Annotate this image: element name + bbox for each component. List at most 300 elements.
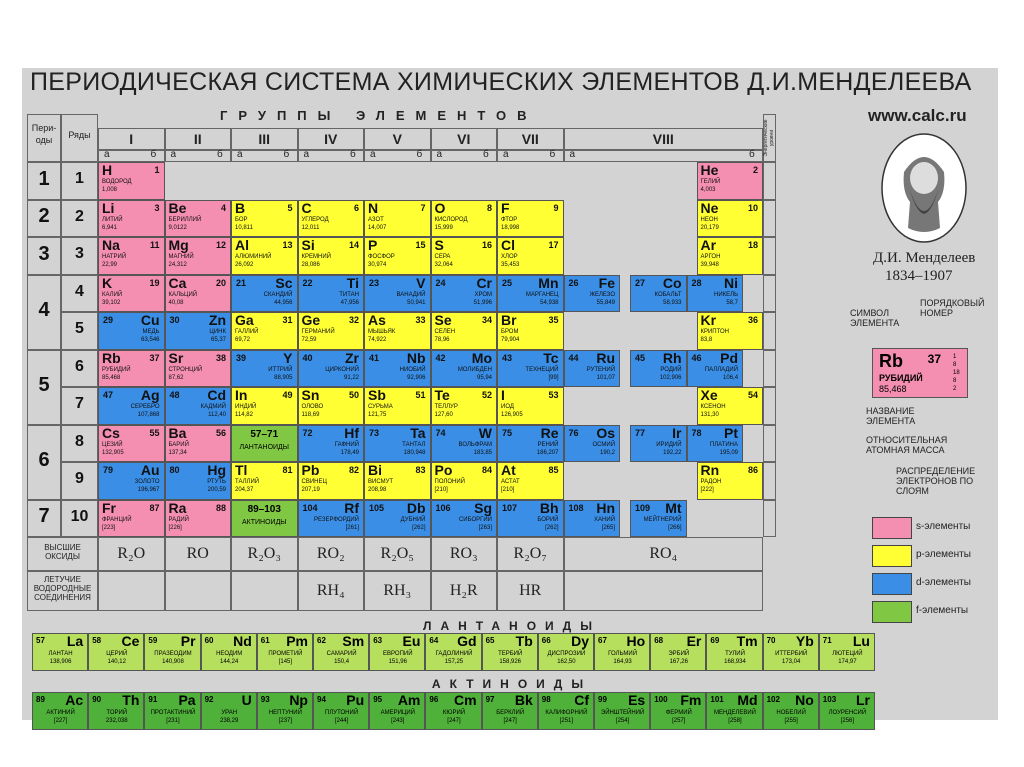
element-cell[interactable]: [697, 237, 764, 275]
element-number: 17: [548, 240, 559, 250]
lanthanide-cell[interactable]: [257, 633, 313, 671]
element-mass: [244]: [334, 718, 349, 724]
element-cell[interactable]: [98, 387, 165, 425]
element-cell[interactable]: [165, 275, 232, 313]
legend-swatch: [872, 545, 912, 567]
actinide-cell[interactable]: [369, 692, 425, 730]
element-symbol: Ag: [140, 387, 160, 403]
element-cell[interactable]: [630, 275, 687, 313]
oxide-formula: R₂O: [117, 545, 146, 562]
actinoid-cell[interactable]: [231, 500, 298, 538]
element-cell[interactable]: [298, 312, 365, 350]
element-cell[interactable]: [564, 425, 621, 463]
element-symbol: Xe: [700, 387, 718, 403]
actinide-cell[interactable]: [144, 692, 200, 730]
element-symbol: Ho: [626, 633, 646, 649]
element-cell[interactable]: [697, 387, 764, 425]
element-cell[interactable]: [98, 275, 165, 313]
group-label: IV: [324, 131, 338, 147]
element-mass: 26,092: [235, 262, 254, 268]
element-symbol: Fr: [102, 499, 116, 516]
element-name: ИОД: [501, 404, 514, 410]
element-mass: 144,24: [220, 659, 239, 665]
element-name: МОЛИБДЕН: [457, 366, 492, 373]
lanthanoid-cell[interactable]: [231, 425, 298, 463]
element-name: БЕРКЛИЙ: [496, 710, 525, 716]
element-cell[interactable]: [298, 462, 365, 500]
element-number: 91: [148, 695, 158, 704]
period-number: 6: [38, 449, 50, 471]
key-shells: 1 8 18 8 2: [953, 354, 960, 392]
element-number: 80: [169, 465, 180, 475]
element-cell[interactable]: [364, 387, 431, 425]
element-symbol: At: [501, 462, 516, 478]
element-cell[interactable]: [364, 237, 431, 275]
element-number: 41: [369, 352, 380, 363]
element-symbol: Dy: [571, 633, 589, 649]
element-mass: 44,956: [274, 299, 293, 306]
element-name: ЛИТИЙ: [102, 216, 123, 223]
element-number: 105: [369, 502, 385, 513]
element-number: 8: [486, 202, 492, 213]
subgroup-b: б: [150, 149, 157, 160]
lanthanide-cell[interactable]: [819, 633, 875, 671]
element-name: НИОБИЙ: [399, 366, 426, 373]
element-symbol: Sm: [342, 633, 365, 649]
element-number: 9: [553, 202, 559, 213]
element-name: ГАЛЛИЙ: [235, 329, 259, 335]
element-cell[interactable]: [165, 237, 232, 275]
element-symbol: Rb: [102, 349, 121, 366]
element-number: 100: [654, 695, 668, 704]
element-number: 23: [369, 277, 380, 288]
element-symbol: Po: [434, 462, 453, 478]
row-number: 9: [75, 470, 84, 487]
lanthanide-cell[interactable]: [706, 633, 762, 671]
element-mass: 164,93: [613, 659, 632, 665]
lanthanide-cell[interactable]: [313, 633, 369, 671]
element-number: 43: [502, 352, 513, 363]
element-cell[interactable]: [298, 275, 365, 313]
lanthanide-cell[interactable]: [425, 633, 481, 671]
element-symbol: Yb: [795, 633, 814, 649]
element-mass: [223]: [102, 524, 116, 531]
element-name: МАГНИЙ: [168, 254, 194, 260]
element-cell[interactable]: [431, 462, 498, 500]
site-link[interactable]: www.calc.ru: [868, 106, 967, 125]
element-name: КАЛИЙ: [102, 291, 123, 298]
lanthanide-cell[interactable]: [763, 633, 819, 671]
element-cell[interactable]: [364, 462, 431, 500]
element-name: ФРАНЦИЙ: [102, 516, 132, 523]
lanthanoid-range: 57–71: [250, 428, 279, 440]
element-number: 76: [568, 427, 579, 438]
row-number: 6: [75, 357, 84, 375]
element-cell[interactable]: [165, 200, 232, 238]
element-cell[interactable]: [298, 425, 365, 463]
element-cell[interactable]: [497, 275, 564, 313]
shell-cell: [763, 237, 776, 275]
element-name: НЕОН: [700, 216, 718, 223]
element-number: 92: [204, 695, 214, 704]
lanthanide-cell[interactable]: [88, 633, 144, 671]
element-cell[interactable]: [697, 200, 764, 238]
element-cell[interactable]: [697, 162, 764, 200]
element-symbol: Md: [737, 692, 758, 708]
hydride-formula: RH₄: [316, 582, 345, 599]
element-cell[interactable]: [231, 200, 298, 238]
actinide-cell[interactable]: [88, 692, 144, 730]
element-symbol: Tb: [515, 633, 533, 649]
hydride-cell: [231, 571, 298, 611]
hydride-formula: HR: [519, 582, 542, 599]
element-name: РАДОН: [700, 479, 722, 485]
element-mass: 92,906: [407, 374, 426, 381]
lanthanide-cell[interactable]: [482, 633, 538, 671]
element-name: СЕЛЕН: [434, 329, 456, 335]
element-cell[interactable]: [165, 350, 232, 388]
element-symbol: Tc: [543, 349, 559, 366]
element-number: 95: [373, 695, 383, 704]
element-mass: 69,72: [235, 337, 251, 343]
element-cell[interactable]: [364, 425, 431, 463]
element-cell[interactable]: [630, 425, 687, 463]
element-cell[interactable]: [98, 462, 165, 500]
lanthanides-title: ЛАНТАНОИДЫ: [423, 619, 601, 633]
element-symbol: K: [102, 274, 113, 291]
actinide-cell[interactable]: [425, 692, 481, 730]
element-name: ИНДИЙ: [235, 404, 257, 410]
actinide-cell[interactable]: [594, 692, 650, 730]
element-cell[interactable]: [431, 237, 498, 275]
element-mass: [247]: [447, 718, 461, 724]
element-name: РЕЗЕРФОРДИЙ: [314, 516, 359, 523]
element-symbol: Ga: [235, 312, 254, 328]
element-number: 50: [348, 390, 359, 400]
element-cell[interactable]: [165, 387, 232, 425]
element-cell[interactable]: [364, 312, 431, 350]
element-number: 15: [415, 240, 426, 250]
element-name: ЦЕЗИЙ: [102, 441, 123, 448]
oxides-label: ВЫСШИЕ ОКСИДЫ: [44, 543, 81, 561]
element-mass: 106,4: [723, 374, 739, 381]
element-name: ХЛОР: [501, 254, 518, 260]
element-mass: 74,922: [368, 337, 387, 343]
element-name: ФТОР: [501, 216, 518, 223]
element-cell[interactable]: [98, 500, 165, 538]
element-symbol: Es: [628, 692, 646, 708]
element-cell[interactable]: [497, 500, 564, 538]
element-cell[interactable]: [687, 425, 744, 463]
element-cell[interactable]: [364, 350, 431, 388]
element-name: ЦИНК: [209, 329, 226, 335]
element-mass: [210]: [434, 487, 448, 493]
subgroup-a: а: [104, 149, 110, 160]
element-number: 37: [149, 352, 160, 363]
element-name: ГАДОЛИНИЙ: [435, 651, 473, 657]
shell-cell: [763, 350, 776, 388]
element-cell[interactable]: [298, 350, 365, 388]
periods-label: Пери-оды: [31, 123, 57, 145]
subgroup-a: а: [569, 149, 576, 160]
element-symbol: Mg: [168, 237, 189, 253]
element-mass: [262]: [545, 524, 559, 531]
actinide-cell[interactable]: [313, 692, 369, 730]
element-mass: [227]: [53, 718, 68, 724]
element-number: 1: [154, 165, 160, 175]
element-number: 39: [236, 352, 247, 363]
element-number: 35: [548, 315, 559, 325]
element-cell[interactable]: [697, 462, 764, 500]
lanthanide-cell[interactable]: [594, 633, 650, 671]
subgroup-b: б: [483, 149, 489, 160]
element-symbol: Kr: [700, 312, 717, 328]
element-cell[interactable]: [564, 500, 621, 538]
element-name: ТЕЛЛУР: [434, 404, 458, 410]
element-number: 68: [654, 636, 664, 645]
element-cell[interactable]: [231, 462, 298, 500]
actinide-cell[interactable]: [650, 692, 706, 730]
element-name: САМАРИЙ: [326, 651, 357, 657]
rows-label: Ряды: [68, 130, 91, 140]
actinide-cell[interactable]: [706, 692, 762, 730]
element-number: 75: [502, 427, 513, 438]
element-cell[interactable]: [231, 350, 298, 388]
element-name: МЕНДЕЛЕВИЙ: [714, 710, 756, 716]
element-name: ПРОТАКТИНИЙ: [150, 710, 196, 716]
element-number: 66: [541, 636, 551, 645]
element-cell[interactable]: [364, 275, 431, 313]
element-cell[interactable]: [165, 312, 232, 350]
element-cell[interactable]: [497, 462, 564, 500]
element-symbol: Rn: [700, 462, 720, 478]
element-mass: 118,69: [301, 412, 320, 418]
element-symbol: Ba: [168, 424, 187, 441]
element-number: 78: [691, 427, 702, 438]
element-mass: 131,30: [700, 412, 719, 418]
element-number: 70: [766, 636, 776, 645]
element-symbol: Er: [686, 633, 702, 649]
element-cell[interactable]: [630, 500, 687, 538]
element-cell[interactable]: [564, 350, 621, 388]
element-mass: 88,905: [274, 374, 293, 381]
oxide-formula: RO₄: [649, 545, 678, 562]
element-number: 38: [215, 352, 226, 363]
element-number: 47: [103, 390, 114, 400]
element-cell[interactable]: [497, 312, 564, 350]
element-mass: [251]: [559, 718, 574, 724]
element-cell[interactable]: [697, 312, 764, 350]
element-name: РУБИДИЙ: [102, 366, 131, 373]
element-mass: 232,038: [105, 718, 128, 724]
element-symbol: Cm: [454, 692, 477, 708]
actinide-cell[interactable]: [201, 692, 257, 730]
element-symbol: Br: [501, 312, 517, 328]
element-cell[interactable]: [231, 237, 298, 275]
element-cell[interactable]: [231, 275, 298, 313]
element-name: ТАНТАЛ: [402, 441, 426, 448]
element-number: 49: [282, 390, 293, 400]
element-name: ЛАНТАН: [48, 651, 73, 657]
element-cell[interactable]: [364, 200, 431, 238]
element-cell[interactable]: [298, 237, 365, 275]
element-mass: 78,96: [434, 337, 450, 343]
element-cell[interactable]: [431, 312, 498, 350]
element-number: 33: [415, 315, 426, 325]
element-symbol: Ge: [301, 312, 321, 328]
subgroup-a: а: [436, 149, 443, 160]
element-number: 52: [481, 390, 492, 400]
element-symbol: Cl: [501, 237, 515, 253]
element-symbol: Gd: [457, 633, 477, 649]
element-symbol: Bh: [539, 499, 559, 516]
element-mass: 192,22: [663, 449, 682, 456]
element-mass: 195,09: [719, 449, 739, 456]
element-cell[interactable]: [431, 275, 498, 313]
element-name: БОРИЙ: [537, 516, 559, 523]
element-number: 26: [568, 277, 579, 288]
element-number: 90: [92, 695, 102, 704]
element-mass: [257]: [672, 718, 686, 724]
element-mass: 178,49: [340, 449, 359, 456]
legend-label: f-элементы: [916, 605, 969, 616]
element-mass: 54,938: [540, 299, 559, 306]
element-mass: 63,546: [141, 337, 160, 343]
element-number: 3: [154, 202, 160, 213]
element-mass: 238,29: [220, 718, 239, 724]
element-symbol: H: [102, 162, 113, 178]
element-cell[interactable]: [165, 500, 232, 538]
lanthanide-cell[interactable]: [201, 633, 257, 671]
element-number: 7: [420, 202, 426, 213]
element-cell[interactable]: [231, 387, 298, 425]
lanthanide-cell[interactable]: [538, 633, 594, 671]
element-symbol: Ac: [65, 692, 84, 708]
element-mass: [99]: [548, 374, 559, 381]
element-cell[interactable]: [431, 350, 498, 388]
legend-swatch: [872, 573, 912, 595]
element-cell[interactable]: [497, 425, 564, 463]
element-cell[interactable]: [298, 387, 365, 425]
element-name: ОСМИЙ: [592, 441, 616, 448]
element-number: 94: [317, 695, 326, 704]
element-symbol: Db: [406, 499, 426, 516]
element-cell[interactable]: [98, 237, 165, 275]
element-mass: 157,25: [444, 659, 464, 665]
element-mass: 183,85: [473, 449, 492, 456]
lanthanide-cell[interactable]: [650, 633, 706, 671]
element-cell[interactable]: [298, 500, 365, 538]
element-name: МЕДЬ: [142, 329, 160, 335]
element-mass: 140,12: [107, 659, 126, 665]
element-cell[interactable]: [231, 312, 298, 350]
lanthanide-cell[interactable]: [369, 633, 425, 671]
element-mass: 140,908: [162, 659, 184, 665]
actinide-cell[interactable]: [819, 692, 875, 730]
actinide-cell[interactable]: [257, 692, 313, 730]
element-number: 10: [747, 202, 758, 213]
actinide-cell[interactable]: [482, 692, 538, 730]
element-number: 86: [747, 465, 758, 475]
element-name: КРИПТОН: [700, 329, 730, 335]
element-cell[interactable]: [98, 312, 165, 350]
element-mass: 91,22: [343, 374, 359, 381]
element-cell[interactable]: [431, 500, 498, 538]
row-number: 10: [70, 507, 89, 525]
element-cell[interactable]: [497, 350, 564, 388]
element-symbol: Se: [434, 312, 452, 328]
lanthanide-cell[interactable]: [144, 633, 200, 671]
element-number: 93: [260, 695, 270, 704]
element-cell[interactable]: [98, 200, 165, 238]
element-number: 6: [353, 202, 359, 213]
element-cell[interactable]: [165, 425, 232, 463]
element-cell[interactable]: [497, 237, 564, 275]
element-mass: 58,933: [663, 299, 682, 306]
actinide-cell[interactable]: [763, 692, 819, 730]
element-number: 103: [822, 695, 837, 704]
element-cell[interactable]: [564, 275, 621, 313]
element-cell[interactable]: [98, 162, 165, 200]
lanthanide-cell[interactable]: [32, 633, 88, 671]
element-mass: [256]: [840, 718, 855, 724]
element-name: ПЛУТОНИЙ: [325, 710, 359, 716]
element-mass: 162,50: [557, 659, 576, 665]
element-symbol: Nb: [406, 349, 426, 366]
element-cell[interactable]: [98, 350, 165, 388]
element-name: ЭРБИЙ: [668, 651, 690, 657]
element-mass: 58,7: [726, 299, 739, 306]
element-cell[interactable]: [687, 350, 744, 388]
element-symbol: Hg: [207, 462, 226, 478]
element-name: СКАНДИЙ: [263, 291, 293, 298]
element-symbol: In: [235, 387, 248, 403]
element-name: ТЕХНЕЦИЙ: [525, 366, 559, 373]
actinides-title: АКТИНОИДЫ: [431, 677, 593, 691]
element-cell[interactable]: [497, 200, 564, 238]
element-symbol: C: [301, 199, 312, 216]
element-number: 69: [710, 636, 720, 645]
element-cell[interactable]: [165, 462, 232, 500]
element-mass: 101,07: [596, 374, 616, 381]
element-cell[interactable]: [431, 387, 498, 425]
element-cell[interactable]: [431, 425, 498, 463]
element-cell[interactable]: [431, 200, 498, 238]
element-number: 60: [204, 636, 214, 645]
element-number: 108: [568, 502, 584, 513]
element-number: 96: [429, 695, 439, 704]
element-cell[interactable]: [497, 387, 564, 425]
element-symbol: Sb: [368, 387, 386, 403]
element-name: АСТАТ: [501, 479, 520, 485]
key-mass: 85,468: [879, 384, 907, 394]
element-mass: 167,26: [669, 659, 688, 665]
element-cell[interactable]: [364, 500, 431, 538]
element-mass: 158,926: [499, 659, 522, 665]
element-cell[interactable]: [98, 425, 165, 463]
actinide-cell[interactable]: [538, 692, 594, 730]
element-cell[interactable]: [630, 350, 687, 388]
element-symbol: Pd: [720, 349, 739, 366]
element-symbol: As: [368, 312, 386, 328]
element-cell[interactable]: [687, 275, 744, 313]
element-name: АКТИНИЙ: [46, 710, 75, 716]
element-name: НЕПТУНИЙ: [268, 710, 302, 716]
legend-swatch: [872, 517, 912, 539]
element-cell[interactable]: [298, 200, 365, 238]
actinide-cell[interactable]: [32, 692, 88, 730]
element-mass: 150,4: [334, 659, 350, 665]
